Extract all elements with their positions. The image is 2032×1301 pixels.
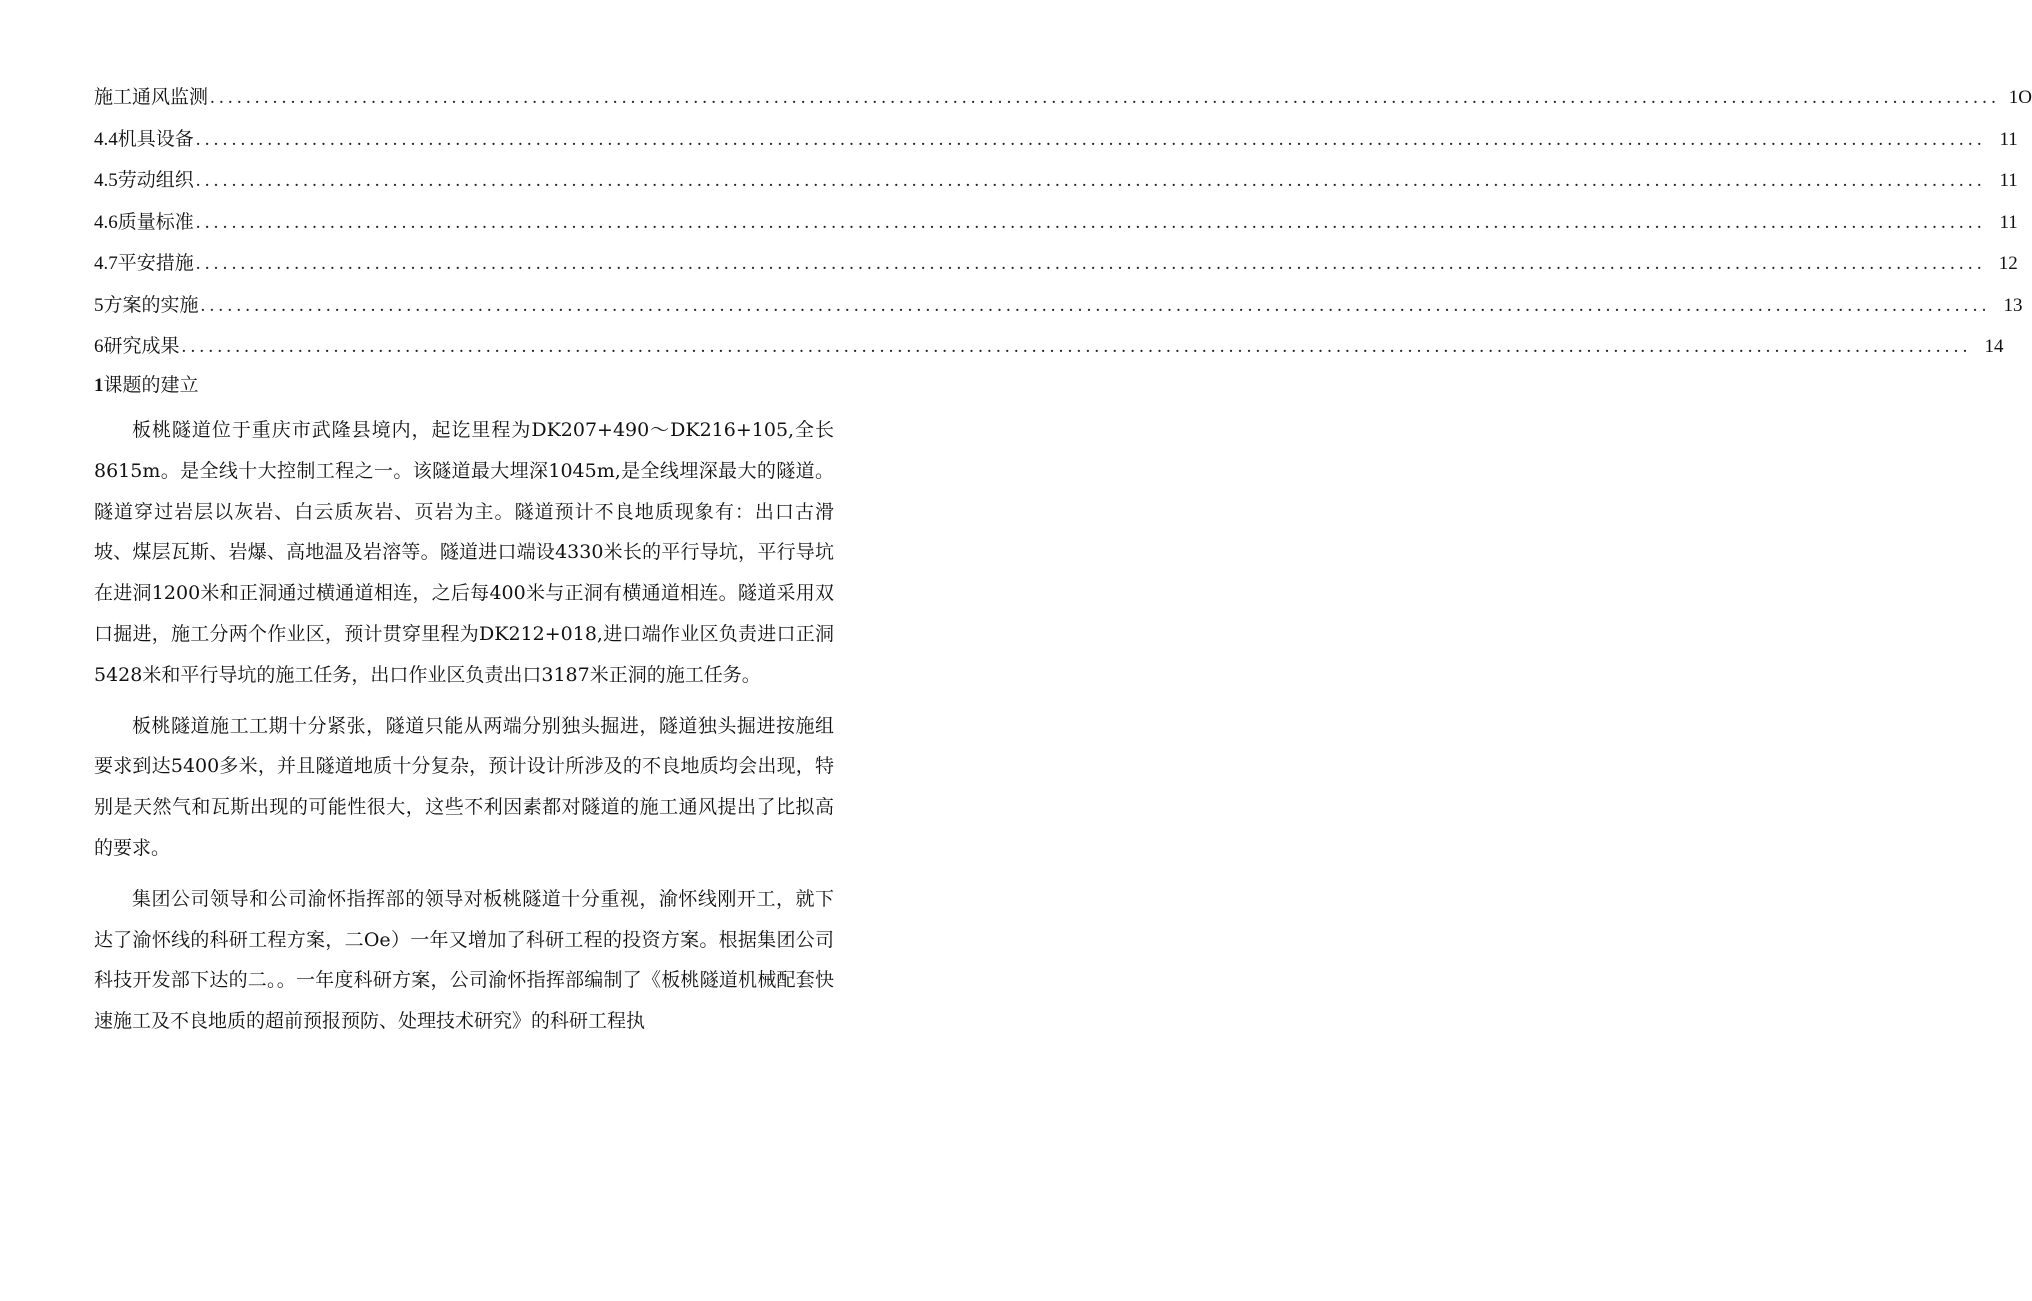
- toc-entry-title: 施工通风监测: [94, 86, 209, 108]
- toc-entry-page: 11: [1999, 211, 2018, 233]
- toc-leader-dots: ........................................................................................................................................................................................................: [195, 128, 1986, 150]
- section-number: 1: [94, 375, 104, 396]
- section-heading: [94, 370, 199, 397]
- toc-leader-dots: ........................................................................................................................................................................................................: [195, 211, 1986, 233]
- toc-leader-dots: ........................................................................................................................................................................................................: [195, 170, 1986, 191]
- toc-entry-title: 机具设备: [117, 127, 194, 150]
- toc-entry[interactable]: [94, 248, 2018, 290]
- toc-leader-dots: ........................................................................................................................................................................................................: [181, 336, 1972, 357]
- toc-entry-number: 4.6: [94, 211, 118, 233]
- toc-entry-title: 质量标准: [117, 210, 194, 233]
- toc-entry-page: 12: [1998, 253, 2018, 274]
- paragraph: 板桃隧道施工工期十分紧张，隧道只能从两端分别独头掘进，隧道独头掘进按施组要求到达5400多米，并且隧道地质十分复杂，预计设计所涉及的不良地质均会出现，特别是天然气和瓦斯出现的可能性很大，这些不利因素都对隧道的施工通风提出了比拟高的要求。: [94, 714, 834, 859]
- body-text: [94, 410, 834, 1042]
- toc-entry-number: 4.5: [94, 170, 118, 191]
- toc-entry-page: 11: [1999, 170, 2018, 191]
- toc-leader-dots: ........................................................................................................................................................................................................: [200, 294, 1991, 316]
- toc-entry[interactable]: [94, 290, 2023, 332]
- table-of-contents: [94, 82, 2032, 373]
- toc-entry-page: 14: [1984, 336, 2004, 357]
- toc-entry[interactable]: [94, 82, 2032, 124]
- toc-entry-page: 11: [1999, 128, 2018, 150]
- toc-entry-title: 劳动组织: [117, 169, 194, 191]
- toc-leader-dots: ........................................................................................................................................................................................................: [195, 253, 1986, 274]
- toc-entry-title: 平安措施: [117, 252, 194, 274]
- toc-entry-number: 6: [94, 336, 104, 357]
- toc-entry-number: 4.7: [94, 253, 118, 274]
- toc-entry[interactable]: [94, 124, 2018, 166]
- toc-entry-page: 13: [2003, 294, 2023, 316]
- toc-entry-title: 研究成果: [103, 335, 180, 357]
- paragraph: 集团公司领导和公司渝怀指挥部的领导对板桃隧道十分重视，渝怀线刚开工，就下达了渝怀线的科研工程方案，二Oe）一年又增加了科研工程的投资方案。根据集团公司科技开发部下达的二。。一年度科研方案，公司渝怀指挥部编制了《板桃隧道机械配套快速施工及不良地质的超前预报预防、处理技术研究》的科研工程执: [94, 887, 834, 1033]
- toc-leader-dots: ........................................................................................................................................................................................................: [210, 87, 2001, 108]
- toc-entry[interactable]: [94, 331, 2004, 373]
- toc-entry[interactable]: [94, 207, 2018, 249]
- toc-entry-title: 方案的实施: [103, 293, 199, 316]
- toc-entry-page: 1O: [2008, 87, 2032, 108]
- toc-entry[interactable]: [94, 165, 2018, 207]
- toc-entry-number: 5: [94, 294, 104, 316]
- toc-entry-number: 4.4: [94, 128, 118, 150]
- section-title: 课题的建立: [103, 374, 199, 396]
- paragraph: 板桃隧道位于重庆市武隆县境内，起讫里程为DK207+490～DK216+105,全长8615m。是全线十大控制工程之一。该隧道最大埋深1045m,是全线埋深最大的隧道。隧道穿过岩层以灰岩、白云质灰岩、页岩为主。隧道预计不良地质现象有：出口古滑坡、煤层瓦斯、岩爆、高地温及岩溶等。隧道进口端设4330米长的平行导坑，平行导坑在进洞1200米和正洞通过横通道相连，之后每400米与正洞有横通道相连。隧道采用双口掘进，施工分两个作业区，预计贯穿里程为DK212+018,进口端作业区负责进口正洞5428米和平行导坑的施工任务，出口作业区负责出口3187米正洞的施工任务。: [94, 419, 834, 686]
